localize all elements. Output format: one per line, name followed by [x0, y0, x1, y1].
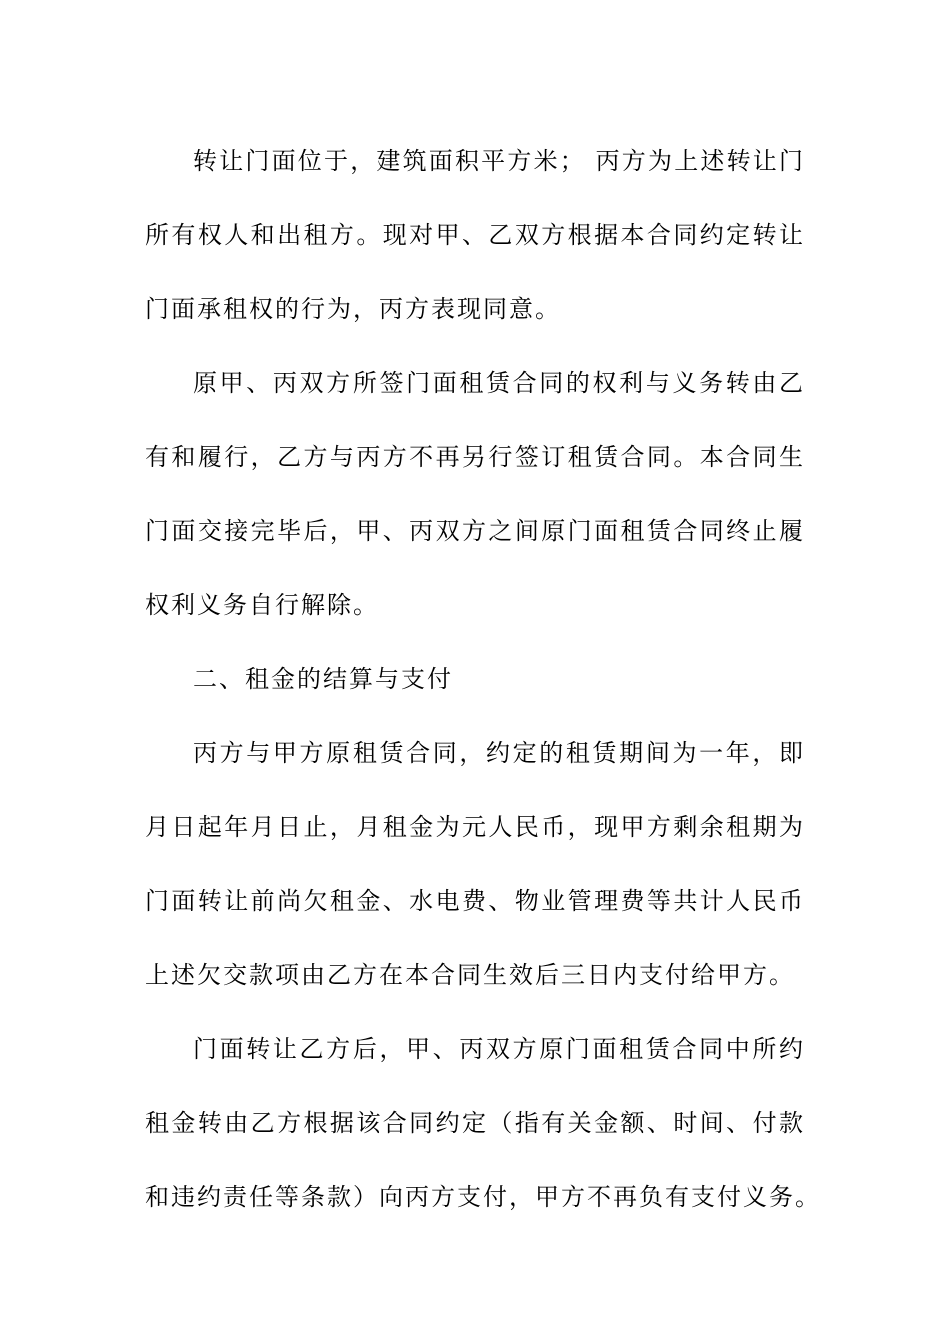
- section-heading: [145, 642, 805, 716]
- paragraph-4: [145, 1012, 821, 1234]
- section-title: 二、租金的结算与支付: [193, 665, 453, 693]
- text-line: 权利义务自行解除。: [145, 591, 379, 619]
- text-line: 原甲、丙双方所签门面租赁合同的权利与义务转由乙: [193, 369, 805, 397]
- paragraph-3: [145, 716, 805, 1012]
- text-line: 和违约责任等条款）向丙方支付，甲方不再负有支付义务。: [145, 1183, 821, 1211]
- text-line: 上述欠交款项由乙方在本合同生效后三日内支付给甲方。: [145, 961, 795, 989]
- text-line: 所有权人和出租方。现对甲、乙双方根据本合同约定转让: [145, 221, 805, 249]
- text-line: 门面转让乙方后，甲、丙双方原门面租赁合同中所约: [193, 1035, 805, 1063]
- text-line: 租金转由乙方根据该合同约定（指有关金额、时间、付款: [145, 1109, 805, 1137]
- text-line: 门面承租权的行为，丙方表现同意。: [145, 295, 561, 323]
- text-line: 门面转让前尚欠租金、水电费、物业管理费等共计人民币: [145, 887, 805, 915]
- paragraph-2: [145, 346, 805, 642]
- document-body: [145, 124, 821, 1234]
- text-line: 月日起年月日止，月租金为元人民币，现甲方剩余租期为: [145, 813, 805, 841]
- text-line: 转让门面位于，建筑面积平方米； 丙方为上述转让门: [193, 147, 805, 175]
- text-line: 丙方与甲方原租赁合同，约定的租赁期间为一年，即: [193, 739, 805, 767]
- text-line: 有和履行，乙方与丙方不再另行签订租赁合同。本合同生: [145, 443, 805, 471]
- paragraph-1: [145, 124, 805, 346]
- text-line: 门面交接完毕后，甲、丙双方之间原门面租赁合同终止履: [145, 517, 805, 545]
